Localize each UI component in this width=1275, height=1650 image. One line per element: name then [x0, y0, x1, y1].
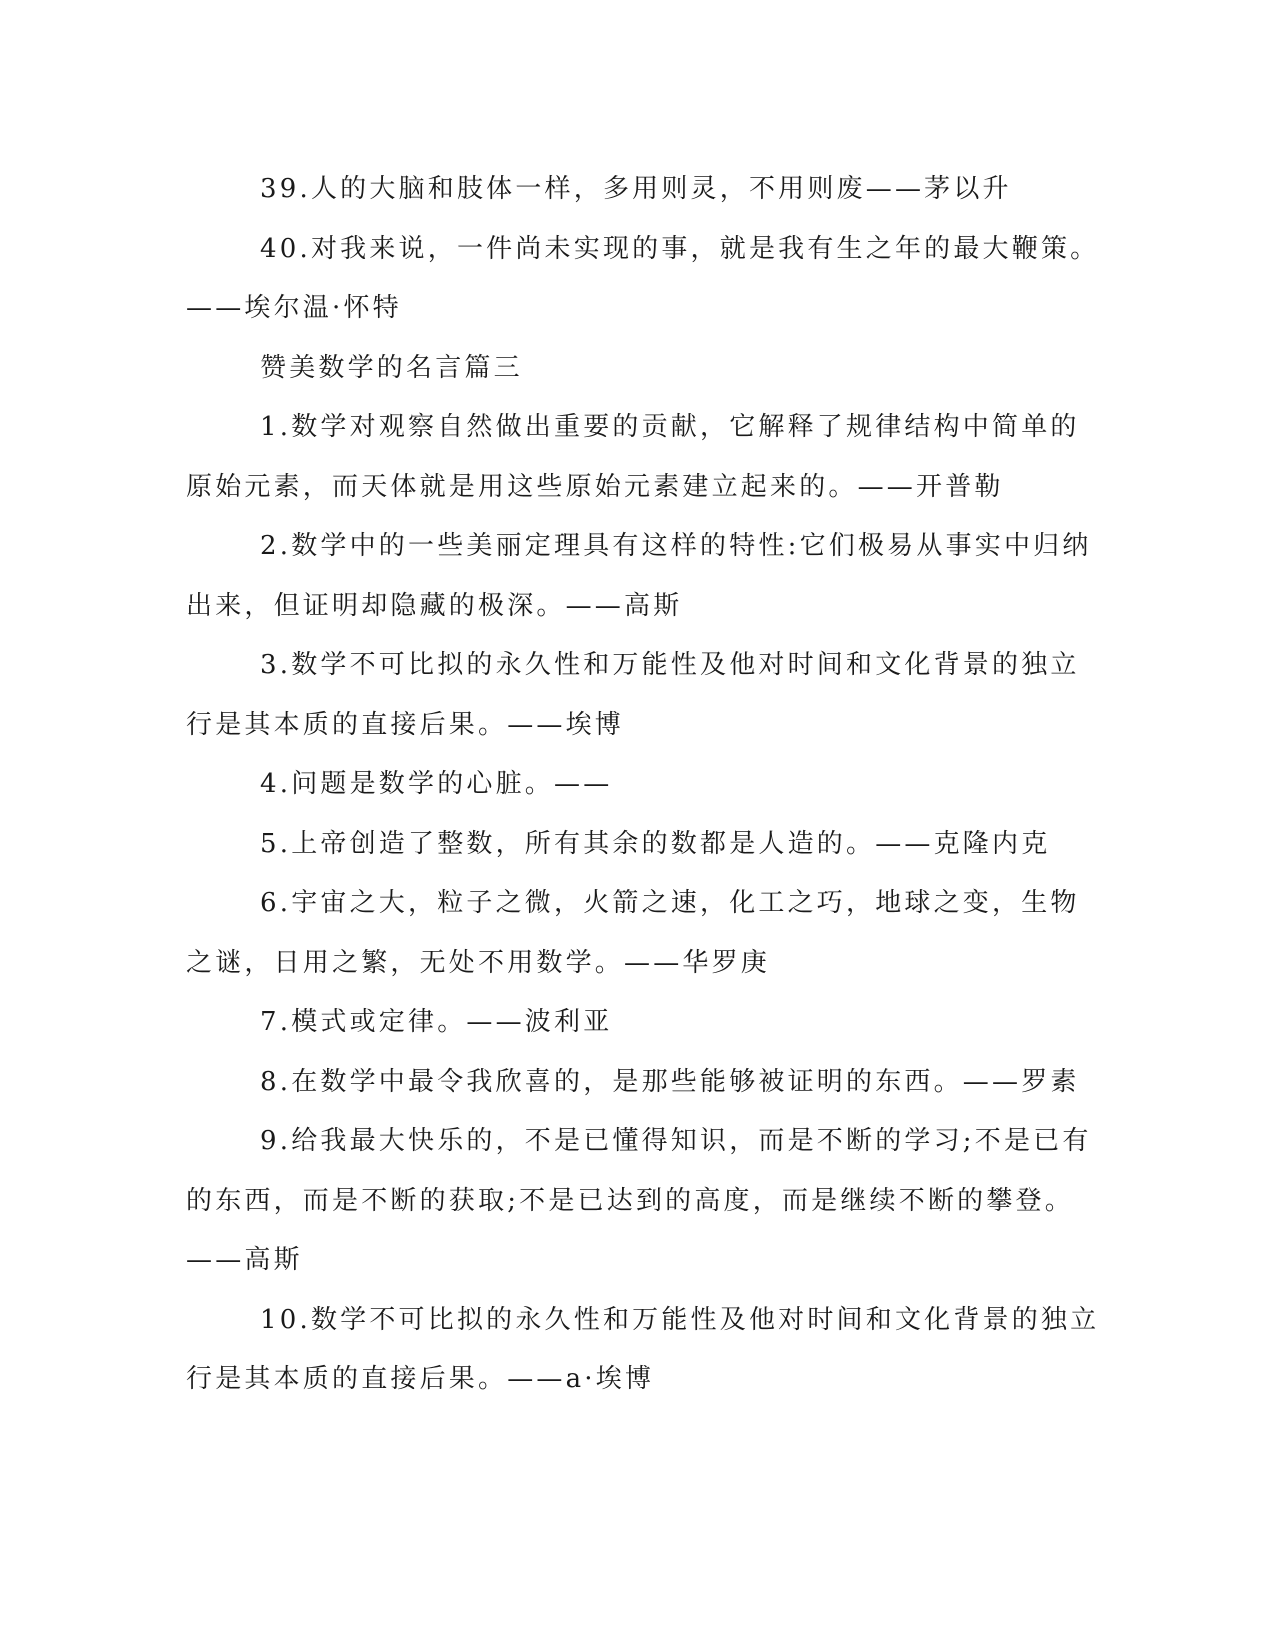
quote-8 [186, 1053, 1080, 1113]
quote-2 [186, 517, 1092, 636]
document-body [186, 160, 1100, 1410]
text-line: 7.模式或定律。——波利亚 [260, 1007, 613, 1037]
text-line: 行是其本质的直接后果。——埃博 [186, 709, 625, 740]
text-line: 1.数学对观察自然做出重要的贡献，它解释了规律结构中简单的 [260, 412, 1080, 442]
quote-7 [186, 993, 1066, 1053]
text-line: ——埃尔温·怀特 [186, 293, 402, 323]
text-line: 10.数学不可比拟的永久性和万能性及他对时间和文化背景的独立 [260, 1304, 1100, 1335]
text-line: 6.宇宙之大，粒子之微，火箭之速，化工之巧，地球之变，生物 [260, 888, 1080, 918]
quote-40 [186, 220, 1100, 339]
text-line: 行是其本质的直接后果。——a·埃博 [186, 1364, 655, 1394]
quote-39 [186, 160, 1066, 220]
text-line: 4.问题是数学的心脏。—— [260, 769, 613, 799]
text-line: 的东西，而是不断的获取;不是已达到的高度，而是继续不断的攀登。 [186, 1185, 1074, 1216]
text-line: 之谜，日用之繁，无处不用数学。——华罗庚 [186, 947, 771, 978]
quote-4 [186, 755, 1066, 815]
quote-6 [186, 874, 1080, 993]
quote-3 [186, 636, 1080, 755]
quote-1 [186, 398, 1080, 517]
quote-9 [186, 1112, 1092, 1291]
section-heading [186, 339, 1066, 399]
heading-text: 赞美数学的名言篇三 [260, 352, 523, 383]
text-line: 3.数学不可比拟的永久性和万能性及他对时间和文化背景的独立 [260, 650, 1080, 680]
text-line: ——高斯 [186, 1245, 303, 1275]
text-line: 9.给我最大快乐的，不是已懂得知识，而是不断的学习;不是已有 [260, 1126, 1092, 1156]
quote-10 [186, 1291, 1100, 1410]
text-line: 8.在数学中最令我欣喜的，是那些能够被证明的东西。——罗素 [260, 1066, 1080, 1097]
text-line: 原始元素，而天体就是用这些原始元素建立起来的。——开普勒 [186, 471, 1004, 502]
text-line: 39.人的大脑和肢体一样，多用则灵，不用则废——茅以升 [260, 174, 1012, 204]
text-line: 40.对我来说，一件尚未实现的事，就是我有生之年的最大鞭策。 [260, 233, 1100, 264]
text-line: 5.上帝创造了整数，所有其余的数都是人造的。——克隆内克 [260, 828, 1051, 859]
quote-5 [186, 815, 1066, 875]
text-line: 出来，但证明却隐藏的极深。——高斯 [186, 590, 683, 621]
text-line: 2.数学中的一些美丽定理具有这样的特性:它们极易从事实中归纳 [260, 531, 1092, 561]
